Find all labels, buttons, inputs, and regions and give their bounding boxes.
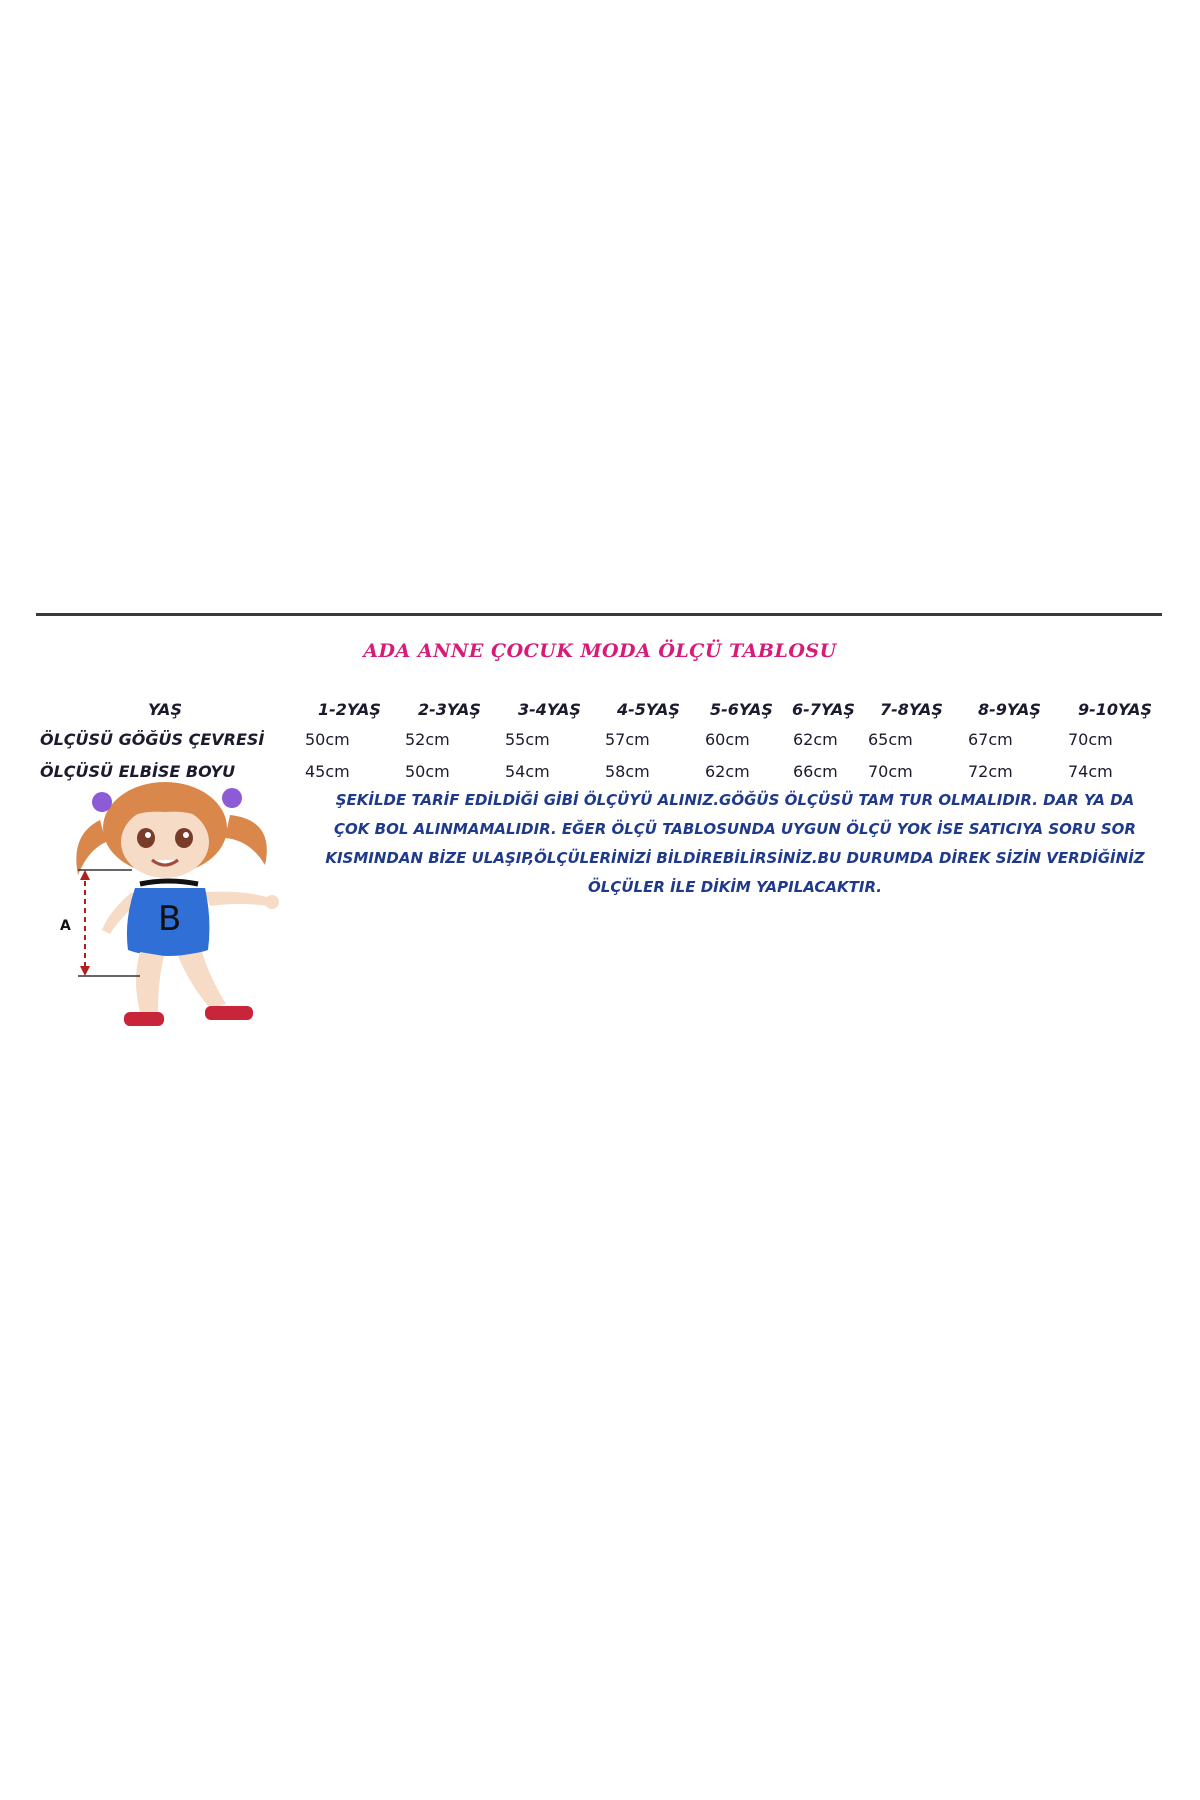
chest-row-label: ÖLÇÜSÜ GÖĞÜS ÇEVRESİ (40, 730, 265, 749)
chest-value: 67cm (968, 730, 1013, 749)
age-col-9: 9-10YAŞ (1078, 700, 1152, 719)
chest-value: 60cm (705, 730, 750, 749)
dress-length-value: 45cm (305, 762, 350, 781)
chart-title (0, 640, 1200, 662)
legs-shape (136, 952, 226, 1012)
chest-value: 65cm (868, 730, 913, 749)
dress-length-value: 66cm (793, 762, 838, 781)
dress-length-value: 50cm (405, 762, 450, 781)
label-b: B (158, 899, 182, 939)
instruction-line: ÇOK BOL ALINMAMALIDIR. EĞER ÖLÇÜ TABLOSUNDA UYGUN ÖLÇÜ YOK İSE SATICIYA SORU SOR (334, 820, 1136, 838)
age-col-8: 8-9YAŞ (978, 700, 1041, 719)
chest-value: 57cm (605, 730, 650, 749)
chart-title-text: ADA ANNE ÇOCUK MODA ÖLÇÜ TABLOSU (363, 640, 837, 662)
chest-value: 55cm (505, 730, 550, 749)
instruction-line: ŞEKİLDE TARİF EDİLDİĞİ GİBİ ÖLÇÜYÜ ALINIZ.GÖĞÜS ÖLÇÜSÜ TAM TUR OLMALIDIR. DAR YA DA (335, 791, 1135, 809)
dress-length-value: 70cm (868, 762, 913, 781)
label-a: A (60, 918, 71, 934)
age-col-4: 4-5YAŞ (617, 700, 680, 719)
age-col-1: 1-2YAŞ (318, 700, 381, 719)
dress-length-row-label: ÖLÇÜSÜ ELBİSE BOYU (40, 762, 236, 781)
instruction-line: KISMINDAN BİZE ULAŞIP,ÖLÇÜLERİNİZİ BİLDİREBİLİRSİNİZ.BU DURUMDA DİREK SİZİN VERDİĞİNİZ (325, 849, 1145, 867)
age-col-2: 2-3YAŞ (418, 700, 481, 719)
age-header-label: YAŞ (148, 700, 182, 719)
age-col-5: 5-6YAŞ (710, 700, 773, 719)
dress-length-value: 72cm (968, 762, 1013, 781)
age-col-6: 6-7YAŞ (792, 700, 855, 719)
table-header-row (0, 700, 1200, 728)
dress-shape (127, 881, 210, 956)
dress-length-value: 54cm (505, 762, 550, 781)
dress-length-value: 58cm (605, 762, 650, 781)
child-measurement-illustration (40, 780, 310, 1040)
measurement-instructions (305, 786, 1165, 902)
dress-length-value: 62cm (705, 762, 750, 781)
chest-value: 50cm (305, 730, 350, 749)
instruction-line: ÖLÇÜLER İLE DİKİM YAPILACAKTIR. (588, 878, 882, 896)
chest-value: 70cm (1068, 730, 1113, 749)
table-row (0, 730, 1200, 758)
chest-value: 62cm (793, 730, 838, 749)
age-col-7: 7-8YAŞ (880, 700, 943, 719)
chest-value: 52cm (405, 730, 450, 749)
age-col-3: 3-4YAŞ (518, 700, 581, 719)
dress-length-value: 74cm (1068, 762, 1113, 781)
top-divider (36, 613, 1162, 616)
